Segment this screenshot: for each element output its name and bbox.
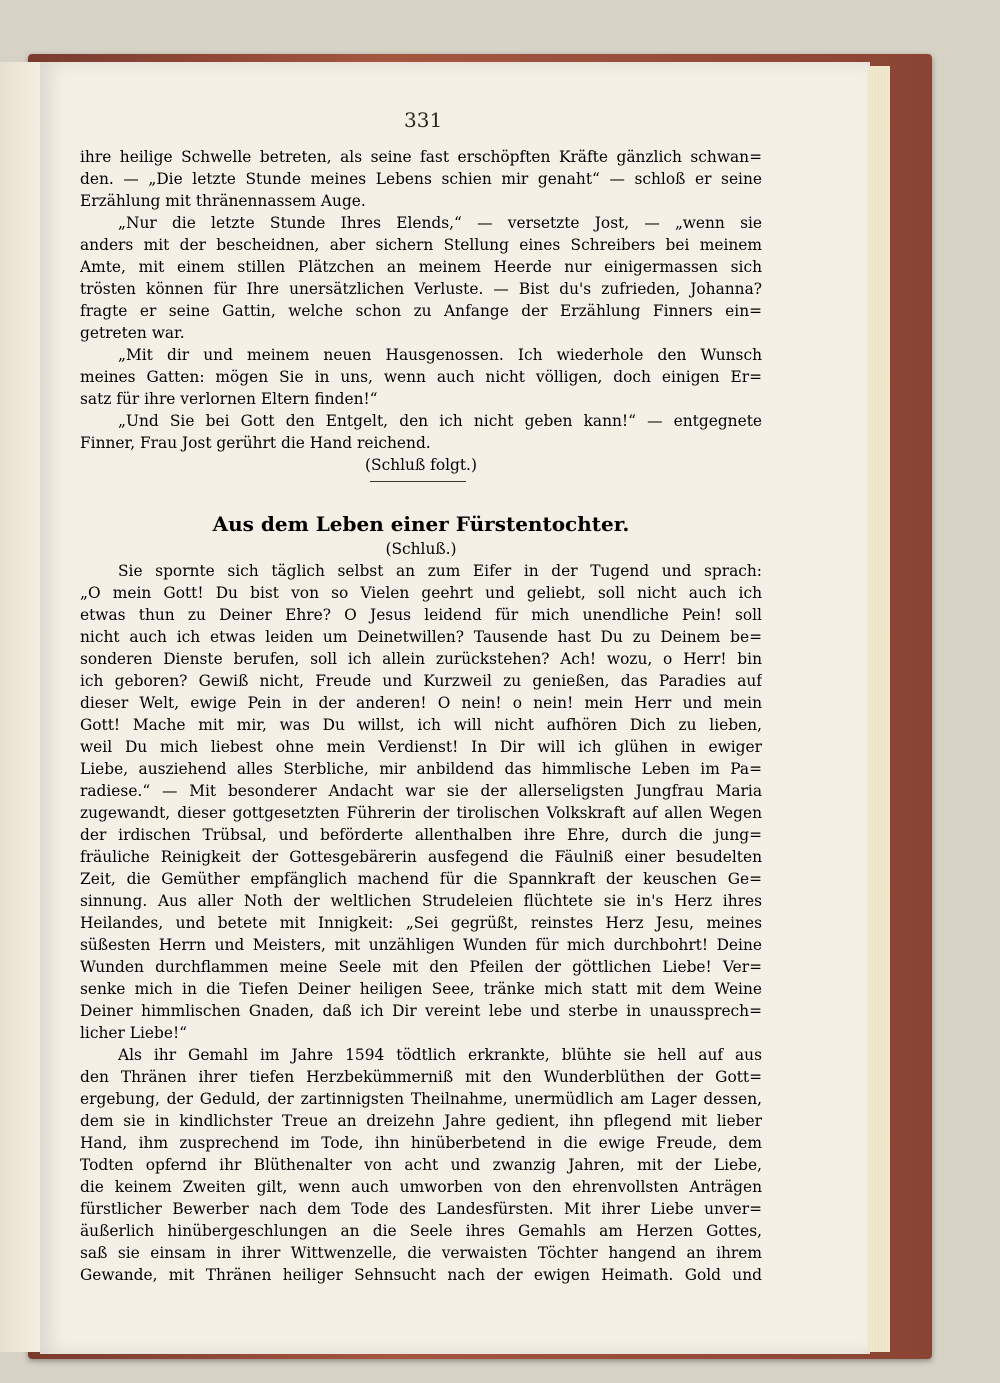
page-number: 331 [404,108,443,132]
text-line: Zeit, die Gemüther empfänglich machend für die Spannkraft der keuschen Ge= [80,870,762,888]
text-line: Gewande, mit Thränen heiliger Sehnsucht nach der ewigen Heimath. Gold und [80,1266,762,1284]
text-line: etwas thun zu Deiner Ehre? O Jesus leidend für mich unendliche Pein! soll [80,606,762,624]
text-line: Heilandes, und betete mit Innigkeit: „Sei gegrüßt, reinstes Herz Jesu, meines [80,914,762,932]
text-line: ergebung, der Geduld, der zartinnigsten Theilnahme, unermüdlich am Lager dessen, [80,1090,762,1108]
text-line: „O mein Gott! Du bist von so Vielen geehrt und geliebt, soll nicht auch ich [80,584,762,602]
text-line: weil Du mich liebest ohne mein Verdienst! In Dir will ich glühen in ewiger [80,738,762,756]
text-line: licher Liebe!“ [80,1024,187,1042]
text-line: den Thränen ihrer tiefen Herzbekümmerniß mit den Wunderblüthen der Gott= [80,1068,762,1086]
text-line: senke mich in die Tiefen Deiner heiligen Seee, tränke mich statt mit dem Weine [80,980,762,998]
closing-note: (Schluß folgt.) [365,456,477,474]
text-line: sonderen Dienste berufen, soll ich allein zurückstehen? Ach! wozu, o Herr! bin [80,650,762,668]
text-line: fürstlicher Bewerber nach dem Tode des Landesfürsten. Mit ihrer Liebe unver= [80,1200,762,1218]
text-line: Hand, ihm zusprechend im Tode, ihn hinüberbetend in die ewige Freude, dem [80,1134,762,1152]
text-line: dieser Welt, ewige Pein in der anderen! O nein! o nein! mein Herr und mein [80,694,762,712]
text-line: süßesten Herrn und Meisters, mit unzähligen Wunden für mich durchbohrt! Deine [80,936,762,954]
text-line: Als ihr Gemahl im Jahre 1594 tödtlich erkrankte, blühte sie hell auf aus [118,1046,762,1064]
text-line: anders mit der bescheidnen, aber sichern Stellung eines Schreibers bei meinem [80,236,762,254]
text-line: zugewandt, dieser gottgesetzten Führerin der tirolischen Volkskraft auf allen Wegen [80,804,762,822]
text-line: „Mit dir und meinem neuen Hausgenossen. Ich wiederhole den Wunsch [118,346,762,364]
text-line: getreten war. [80,324,185,342]
section-subtitle: (Schluß.) [385,540,457,558]
text-line: die keinem Zweiten gilt, wenn auch umworben von den ehrenvollsten Anträgen [80,1178,762,1196]
text-line: Todten opfernd ihr Blüthenalter von acht und zwanzig Jahren, mit der Liebe, [80,1156,762,1174]
text-line: ich geboren? Gewiß nicht, Freude und Kurzweil zu genießen, das Paradies auf [80,672,762,690]
text-line: Gott! Mache mit mir, was Du willst, ich will nicht aufhören Dich zu lieben, [80,716,762,734]
text-line: Finner, Frau Jost gerührt die Hand reichend. [80,434,431,452]
text-line: Erzählung mit thränennassem Auge. [80,192,366,210]
text-line: „Und Sie bei Gott den Entgelt, den ich nicht geben kann!“ — entgegnete [118,412,762,430]
text-line: Wunden durchflammen meine Seele mit den Pfeilen der göttlichen Liebe! Ver= [80,958,762,976]
text-line: nicht auch ich etwas leiden um Deinetwillen? Tausende hast Du zu Deinem be= [80,628,762,646]
text-line: satz für ihre verlornen Eltern finden!“ [80,390,378,408]
text-line: fräuliche Reinigkeit der Gottesgebärerin ausfegend die Fäulniß einer besudelten [80,848,762,866]
text-line: Liebe, ausziehend alles Sterbliche, mir anbildend das himmlische Leben im Pa= [80,760,762,778]
text-line: Deiner himmlischen Gnaden, daß ich Dir vereint lebe und sterbe in unaussprech= [80,1002,762,1020]
text-line: saß sie einsam in ihrer Wittwenzelle, die verwaisten Töchter hangend an ihrem [80,1244,762,1262]
text-line: meines Gatten: mögen Sie in uns, wenn auch nicht völligen, doch einigen Er= [80,368,762,386]
text-line: der irdischen Trübsal, und beförderte allenthalben ihre Ehre, durch die jung= [80,826,762,844]
text-line: „Nur die letzte Stunde Ihres Elends,“ — versetzte Jost, — „wenn sie [118,214,762,232]
text-line: den. — „Die letzte Stunde meines Lebens schien mir genaht“ — schloß er seine [80,170,762,188]
text-line: radiese.“ — Mit besonderer Andacht war sie der allerseligsten Jungfrau Maria [80,782,762,800]
text-line: ihre heilige Schwelle betreten, als seine fast erschöpften Kräfte gänzlich schwan= [80,148,762,166]
text-line: trösten können für Ihre unersätzlichen Verluste. — Bist du's zufrieden, Johanna? [80,280,762,298]
text-line: fragte er seine Gattin, welche schon zu Anfange der Erzählung Finners ein= [80,302,762,320]
page-block-edge [868,66,890,1352]
text-line: Sie spornte sich täglich selbst an zum Eifer in der Tugend und sprach: [118,562,762,580]
text-line: dem sie in kindlichster Treue an dreizehn Jahre gedient, ihn pflegend mit lieber [80,1112,762,1130]
text-line: Amte, mit einem stillen Plätzchen an meinem Heerde nur einigermassen sich [80,258,762,276]
left-page-edge [0,62,41,1352]
section-title: Aus dem Leben einer Fürstentochter. [212,512,630,536]
text-line: äußerlich hinübergeschlungen an die Seele ihres Gemahls am Herzen Gottes, [80,1222,762,1240]
section-divider [370,481,466,482]
text-line: sinnung. Aus aller Noth der weltlichen Strudeleien flüchtete sie in's Herz ihres [80,892,762,910]
